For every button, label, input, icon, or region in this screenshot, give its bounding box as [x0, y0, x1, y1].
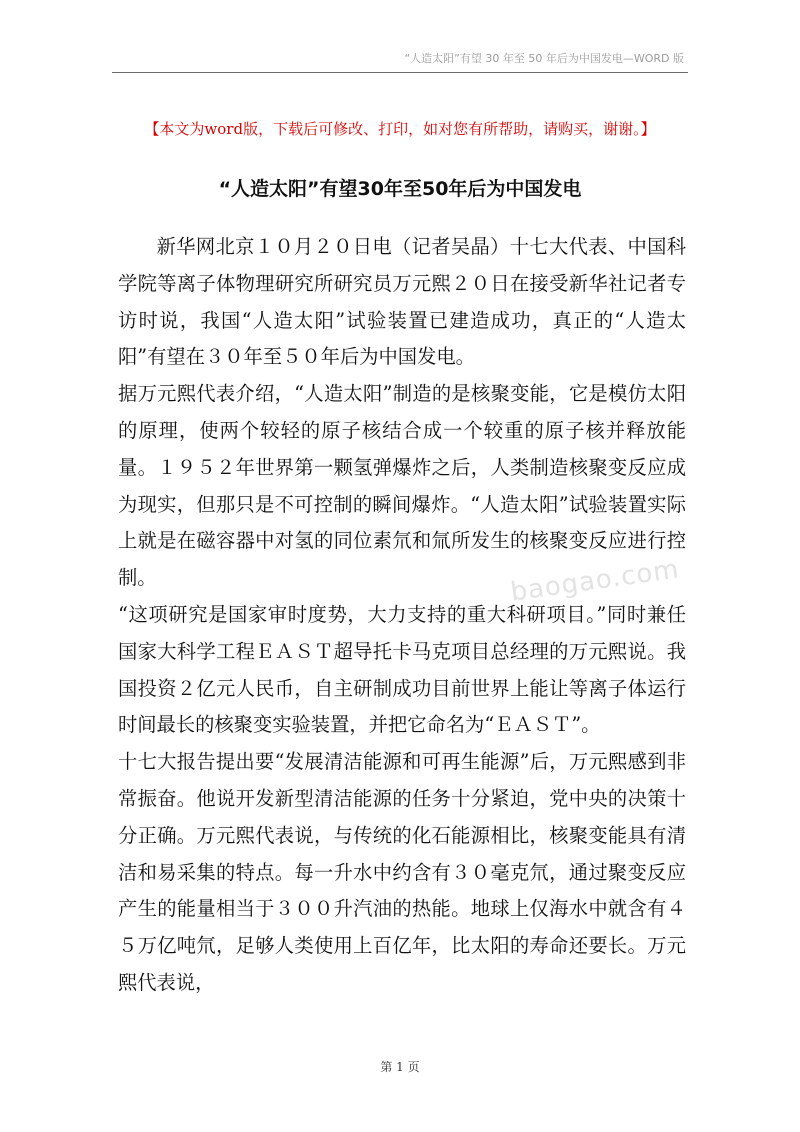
download-notice: 【本文为word版，下载后可修改、打印，如对您有所帮助，请购买，谢谢。】	[144, 120, 656, 138]
running-header: “人造太阳”有望 30 年至 50 年后为中国发电—WORD 版	[404, 52, 684, 65]
header-rule	[112, 72, 688, 73]
article-body	[118, 229, 686, 1002]
article-paragraph: 新华网北京１０月２０日电（记者吴晶）十七大代表、中国科学院等离子体物理研究所研究员万元熙２０日在接受新华社记者专访时说，我国“人造太阳”试验装置已建造成功，真正的“人造太阳”有望在３０年至５０年后为中国发电。	[118, 235, 686, 369]
article-title: “人造太阳”有望30年至50年后为中国发电	[218, 178, 582, 200]
page-number: 第 1 页	[380, 1060, 420, 1074]
article-paragraph: “这项研究是国家审时度势，大力支持的重大科研项目。”同时兼任国家大科学工程ＥＡＳＴ超导托卡马克项目总经理的万元熙说。我国投资２亿元人民币，自主研制成功目前世界上能让等离子体运行时间最长的核聚变实验装置，并把它命名为“ＥＡＳＴ”。	[118, 602, 686, 737]
article-paragraph: 十七大报告提出要“发展清洁能源和可再生能源”后，万元熙感到非常振奋。他说开发新型清洁能源的任务十分紧迫，党中央的决策十分正确。万元熙代表说，与传统的化石能源相比，核聚变能具有清洁和易采集的特点。每一升水中约含有３０毫克氘，通过聚变反应产生的能量相当于３００升汽油的热能。地球上仅海水中就含有４５万亿吨氘，足够人类使用上百亿年，比太阳的寿命还要长。万元熙代表说，	[118, 750, 686, 994]
watermark: baogao.com	[508, 554, 682, 608]
article-paragraph: 据万元熙代表介绍，“人造太阳”制造的是核聚变能，它是模仿太阳的原理，使两个较轻的原子核结合成一个较重的原子核并释放能量。１９５２年世界第一颗氢弹爆炸之后，人类制造核聚变反应成为现实，但那只是不可控制的瞬间爆炸。“人造太阳”试验装置实际上就是在磁容器中对氢的同位素氘和氚所发生的核聚变反应进行控制。	[118, 382, 686, 590]
